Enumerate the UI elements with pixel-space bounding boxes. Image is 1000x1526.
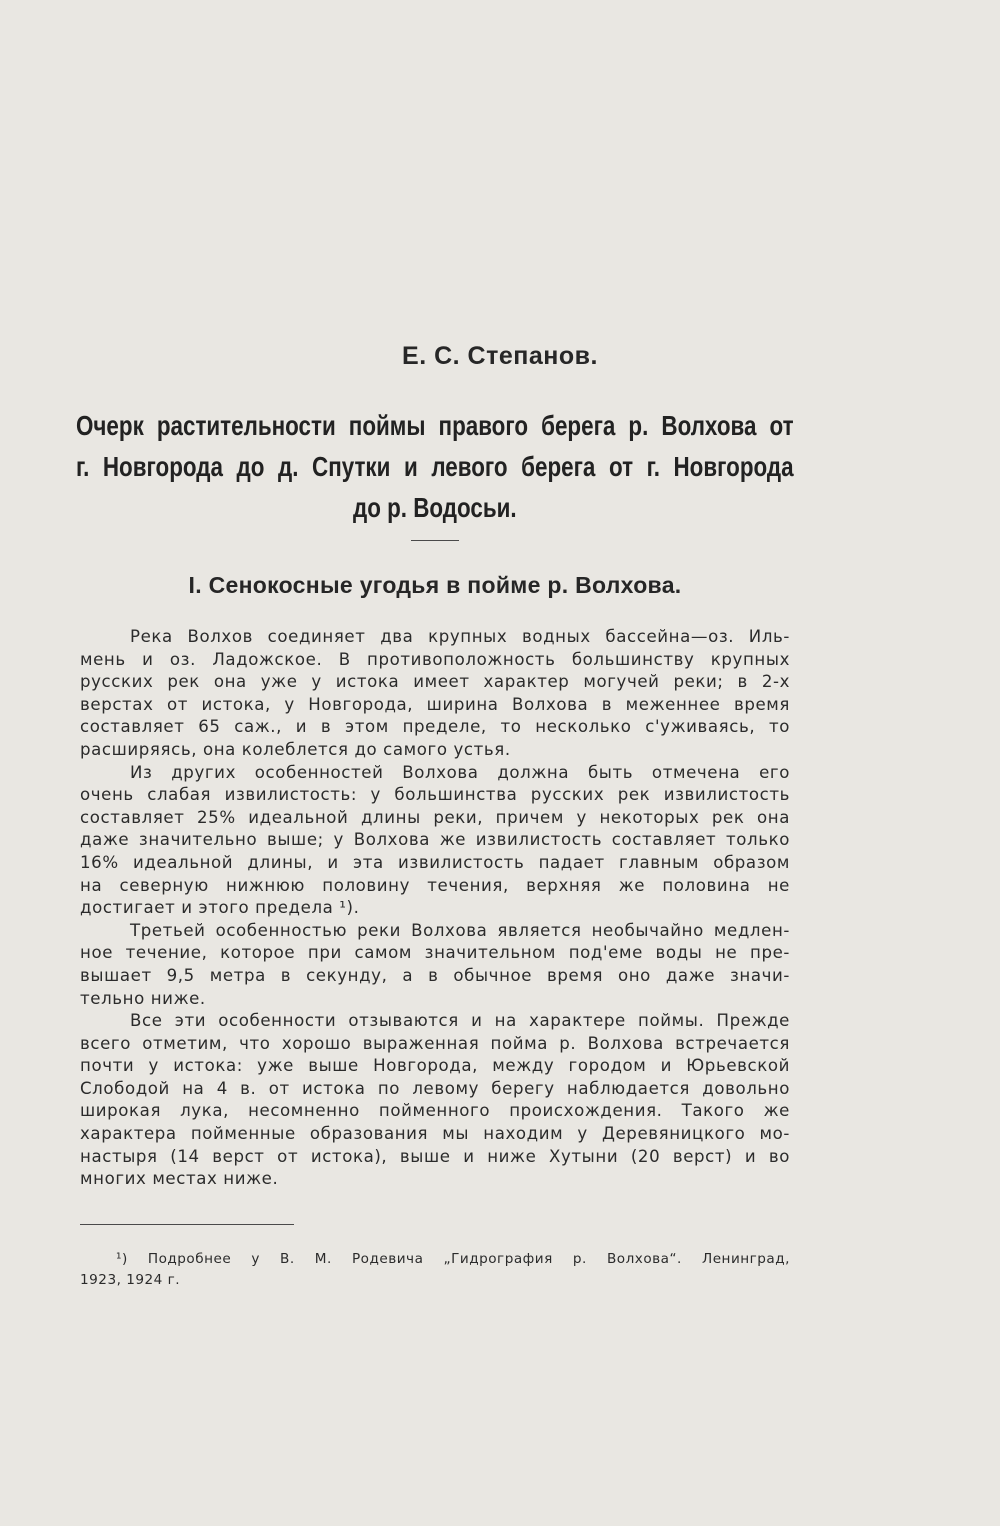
text-line: Река Волхов соединяет два крупных водных бассейна—оз. Иль- <box>130 627 790 646</box>
text-line: 16% идеальной длины, и эта извилистость падает главным образом <box>80 852 790 872</box>
text-line: Слободой на 4 в. от истока по левому берегу наблюдается довольно <box>80 1078 790 1098</box>
footnote-line: ¹) Подробнее у В. М. Родевича „Гидрография р. Волхова“. Ленинград, <box>116 1251 790 1267</box>
text-line: даже значительно выше; у Волхова же извилистость составляет только <box>80 830 790 850</box>
title-divider <box>411 540 459 541</box>
text-line: Третьей особенностью реки Волхова является необычайно медлен- <box>130 920 790 940</box>
text-line: Из других особенностей Волхова должна быть отмечена его <box>130 762 790 782</box>
text-line: многих местах ниже. <box>80 1169 279 1189</box>
footnote-line: 1923, 1924 г. <box>80 1272 181 1288</box>
text-line: почти у истока: уже выше Новгорода, между городом и Юрьевской <box>80 1056 790 1076</box>
title-line: до р. Водосьи. <box>352 492 517 523</box>
text-line: составляет 65 саж., и в этом пределе, то несколько с'уживаясь, то <box>80 717 790 737</box>
paragraph <box>80 920 790 1010</box>
text-line: мень и оз. Ладожское. В противоположность большинству крупных <box>80 649 790 669</box>
section-heading: I. Сенокосные угодья в пойме р. Волхова. <box>188 572 682 598</box>
footnote <box>80 1249 790 1291</box>
text-line: расширяясь, она колеблется до самого устья. <box>80 739 511 759</box>
title-line: Очерк растительности поймы правого берега р. Волхова от <box>76 410 794 441</box>
text-line: широкая лука, несомненно пойменного происхождения. Такого же <box>80 1101 790 1121</box>
text-line: очень слабая извилистость: у большинства русских рек извилистость <box>80 785 790 805</box>
text-line: верстах от истока, у Новгорода, ширина Волхова в меженнее время <box>80 694 790 714</box>
text-line: всего отметим, что хорошо выраженная пойма р. Волхова встречается <box>80 1033 790 1053</box>
title-line: г. Новгорода до д. Спутки и левого берега от г. Новгорода <box>76 451 794 482</box>
paragraph <box>80 762 790 920</box>
text-line: ное течение, которое при самом значительном под'еме воды не пре- <box>80 943 790 963</box>
author-name: Е. С. Степанов. <box>402 342 598 370</box>
text-line: тельно ниже. <box>80 988 206 1008</box>
text-line: характера пойменные образования мы находим у Деревяницкого мо- <box>80 1124 790 1144</box>
text-line: Все эти особенности отзываются и на характере поймы. Прежде <box>130 1011 790 1031</box>
text-line: вышает 9,5 метра в секунду, а в обычное время оно даже значи- <box>80 965 790 985</box>
text-line: составляет 25% идеальной длины реки, причем у некоторых рек она <box>80 807 790 827</box>
paragraph <box>80 626 790 762</box>
text-line: русских рек она уже у истока имеет характер могучей реки; в 2-х <box>80 672 790 692</box>
footnote-divider <box>80 1224 294 1225</box>
article-title <box>76 405 794 528</box>
text-line: достигает и этого предела ¹). <box>80 898 360 918</box>
text-line: настыря (14 верст от истока), выше и ниже Хутыни (20 верст) и во <box>80 1146 790 1166</box>
paragraph <box>80 1010 790 1191</box>
body-text <box>80 626 790 1191</box>
text-line: на северную нижнюю половину течения, верхняя же половина не <box>80 875 790 895</box>
